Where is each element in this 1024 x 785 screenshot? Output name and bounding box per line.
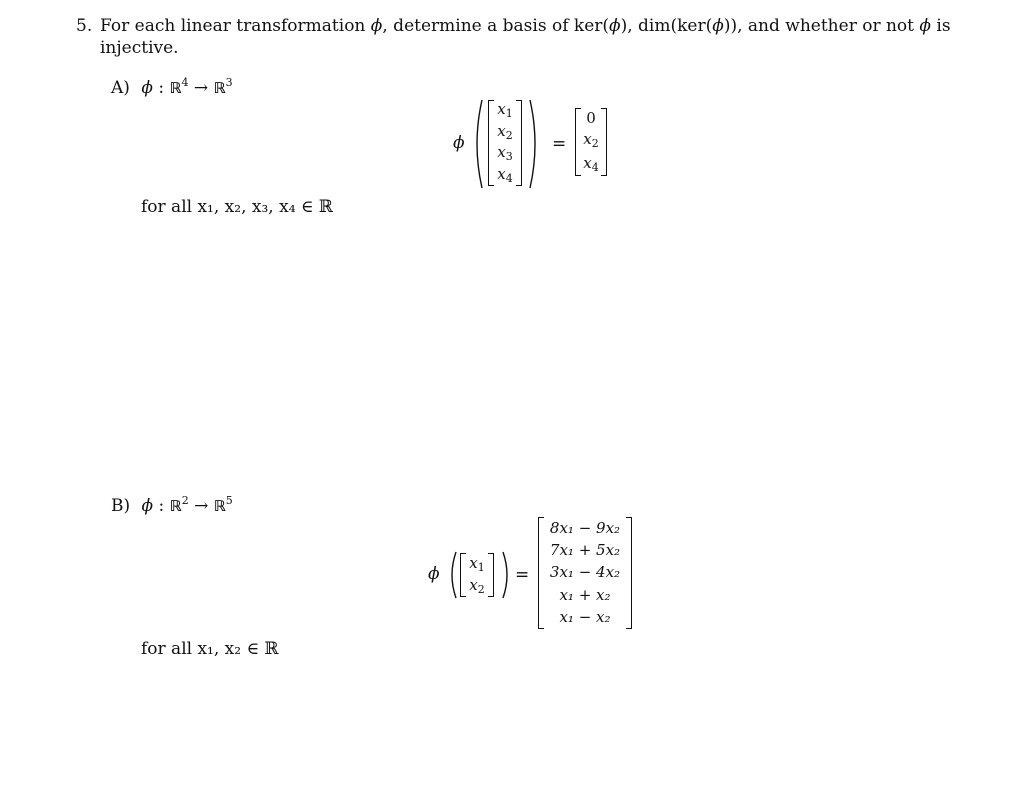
phi-symbol: ϕ bbox=[141, 78, 153, 98]
vector-entry: $x_1$ bbox=[497, 100, 513, 121]
domain-exponent: 2 bbox=[181, 494, 189, 507]
vector-entry: $x_2$ bbox=[583, 130, 599, 151]
arrow: → bbox=[193, 78, 209, 98]
left-paren bbox=[446, 550, 458, 600]
statement-text: For each linear transformation bbox=[100, 16, 371, 36]
codomain-set: ℝ bbox=[213, 497, 226, 515]
vector-entry: $x_2$ bbox=[469, 575, 485, 596]
vector-entry: $x_4$ bbox=[497, 164, 513, 185]
codomain-exponent: 3 bbox=[225, 76, 233, 89]
vector-entry: 7x₁ + 5x₂ bbox=[549, 541, 621, 560]
phi-symbol: ϕ bbox=[919, 16, 931, 36]
vector-entry: x₁ + x₂ bbox=[559, 585, 611, 604]
statement-text: ), dim(ker( bbox=[620, 16, 713, 36]
vector-entry: $x_4$ bbox=[583, 153, 599, 174]
bracket-right bbox=[488, 553, 494, 597]
bracket-right bbox=[516, 100, 522, 186]
output-vector-b bbox=[538, 517, 632, 629]
arrow: → bbox=[194, 496, 209, 516]
phi-symbol: ϕ bbox=[609, 16, 621, 36]
right-paren bbox=[528, 98, 542, 190]
phi-symbol: ϕ bbox=[453, 133, 465, 153]
domain-set: ℝ bbox=[169, 79, 182, 97]
domain-exponent: 4 bbox=[181, 76, 189, 89]
codomain-exponent: 5 bbox=[225, 494, 233, 507]
equals-sign: = bbox=[552, 134, 567, 154]
vector-entry: $x_3$ bbox=[497, 143, 513, 164]
colon: : bbox=[158, 78, 165, 98]
phi-symbol: ϕ bbox=[428, 564, 440, 584]
statement-text: , determine a basis of ker( bbox=[382, 16, 610, 36]
bracket-left bbox=[488, 100, 494, 186]
problem-number: 5. bbox=[76, 16, 93, 36]
vector-entry: 8x₁ − 9x₂ bbox=[549, 518, 621, 537]
left-paren bbox=[470, 98, 484, 190]
phi-symbol: ϕ bbox=[712, 16, 724, 36]
vector-entry: 3x₁ − 4x₂ bbox=[549, 563, 621, 582]
phi-symbol: ϕ bbox=[141, 496, 154, 516]
bracket-left bbox=[538, 517, 544, 629]
statement-text: )), and whether or not bbox=[723, 16, 920, 36]
part-a-heading bbox=[111, 76, 233, 98]
equals-sign: = bbox=[515, 565, 530, 585]
statement-text: is bbox=[931, 16, 951, 36]
vector-entry: x₁ − x₂ bbox=[559, 608, 611, 627]
bracket-left bbox=[575, 108, 581, 176]
input-vector-a bbox=[488, 100, 522, 186]
colon: : bbox=[158, 496, 165, 516]
vector-entry: $x_2$ bbox=[497, 121, 513, 142]
problem-statement-line2: injective. bbox=[100, 38, 179, 58]
domain-set: ℝ bbox=[169, 497, 182, 515]
vector-entry: $x_1$ bbox=[469, 553, 485, 574]
codomain-set: ℝ bbox=[213, 79, 226, 97]
problem-statement-line1 bbox=[100, 16, 951, 36]
part-a-quantifier: for all x₁, x₂, x₃, x₄ ∈ ℝ bbox=[141, 197, 334, 217]
bracket-left bbox=[460, 553, 466, 597]
phi-symbol: ϕ bbox=[370, 16, 383, 36]
part-a-label: A) bbox=[111, 78, 130, 98]
bracket-right bbox=[601, 108, 607, 176]
input-vector-b bbox=[460, 553, 494, 597]
part-b-heading bbox=[111, 494, 233, 516]
output-vector-a bbox=[575, 108, 607, 176]
vector-entry: 0 bbox=[586, 109, 596, 128]
part-b-label: B) bbox=[111, 496, 131, 516]
bracket-right bbox=[626, 517, 632, 629]
part-b-quantifier: for all x₁, x₂ ∈ ℝ bbox=[141, 639, 279, 659]
right-paren bbox=[501, 550, 513, 600]
